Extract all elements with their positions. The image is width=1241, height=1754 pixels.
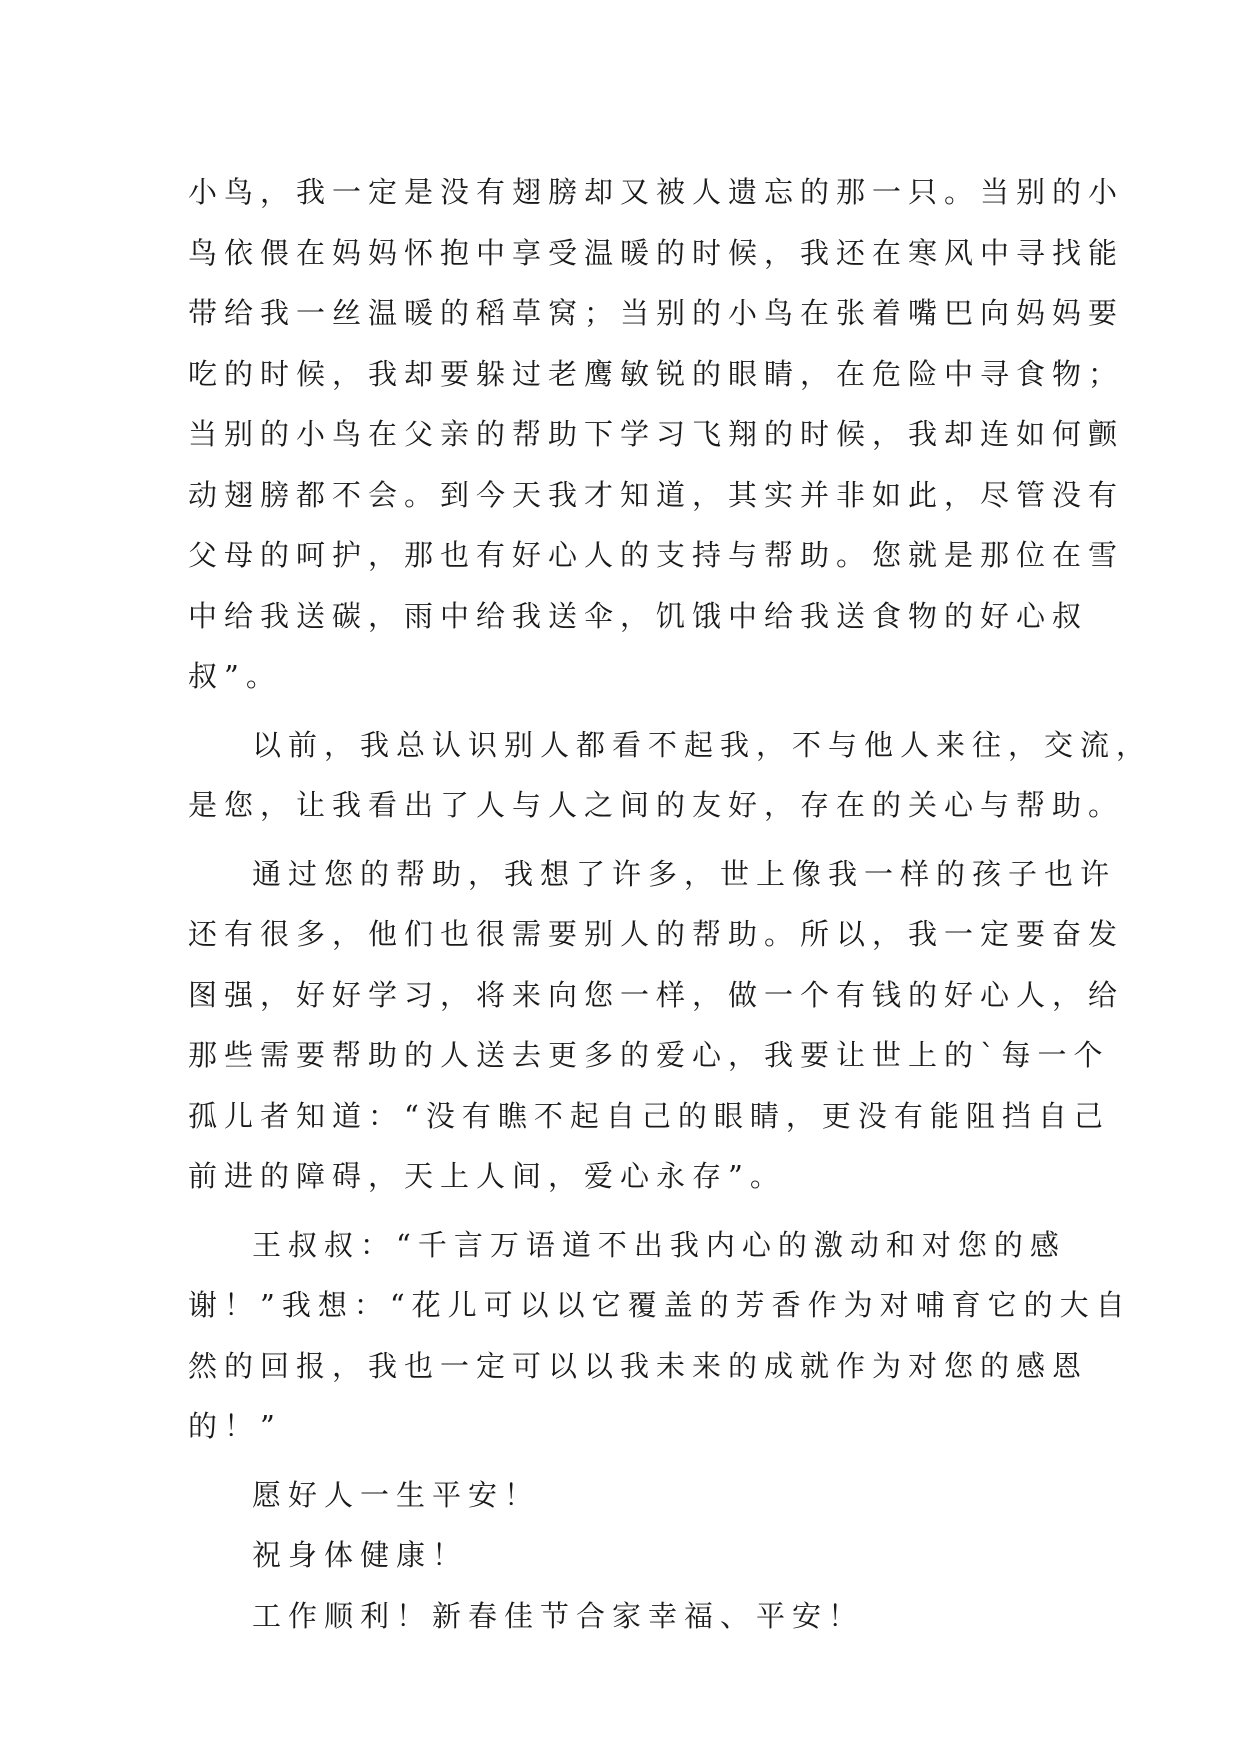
text-line: 叔”。 [188,659,282,693]
text-line: 带给我一丝温暖的稻草窝；当别的小鸟在张着嘴巴向妈妈要 [188,296,1125,330]
text-line: 鸟依偎在妈妈怀抱中享受温暖的时候，我还在寒风中寻找能 [188,235,1125,270]
text-line: 当别的小鸟在父亲的帮助下学习飞翔的时候，我却连如何颤 [188,417,1125,451]
text-line: 谢！”我想：“花儿可以以它覆盖的芳香作为对哺育它的大自 [188,1288,1132,1322]
text-line: 中给我送碳，雨中给我送伞，饥饿中给我送食物的好心叔 [188,598,1089,633]
closing-wish-line: 祝身体健康！ [252,1538,469,1572]
text-line: 然的回报，我也一定可以以我未来的成就作为对您的感恩 [188,1348,1089,1383]
text-line: 图强，好好学习，将来向您一样，做一个有钱的好心人，给 [188,977,1125,1012]
closing-wish-line: 愿好人一生平安！ [252,1477,541,1512]
text-line: 小鸟，我一定是没有翅膀却又被人遗忘的那一只。当别的小 [188,175,1125,209]
paragraph-start-line: 通过您的帮助，我想了许多，世上像我一样的孩子也许 [252,856,1117,891]
text-line: 动翅膀都不会。到今天我才知道，其实并非如此，尽管没有 [188,477,1125,512]
text-line: 父母的呵护，那也有好心人的支持与帮助。您就是那位在雪 [188,538,1125,572]
text-line: 是您，让我看出了人与人之间的友好，存在的关心与帮助。 [188,788,1125,822]
text-line: 的！” [188,1409,282,1443]
text-line: 前进的障碍，天上人间，爱心永存”。 [188,1159,786,1193]
text-line: 那些需要帮助的人送去更多的爱心，我要让世上的`每一个 [188,1038,1110,1072]
closing-wish-line: 工作顺利！新春佳节合家幸福、平安！ [252,1598,865,1633]
text-line: 孤儿者知道：“没有瞧不起自己的眼睛，更没有能阻挡自己 [188,1098,1110,1133]
text-line: 吃的时候，我却要躲过老鹰敏锐的眼睛，在危险中寻食物； [188,356,1125,391]
paragraph-start-line: 以前，我总认识别人都看不起我，不与他人来往，交流， [252,727,1153,762]
paragraph-start-line: 王叔叔：“千言万语道不出我内心的激动和对您的感 [252,1227,1066,1262]
text-line: 还有很多，他们也很需要别人的帮助。所以，我一定要奋发 [188,917,1125,951]
letter-body [188,162,1153,1646]
